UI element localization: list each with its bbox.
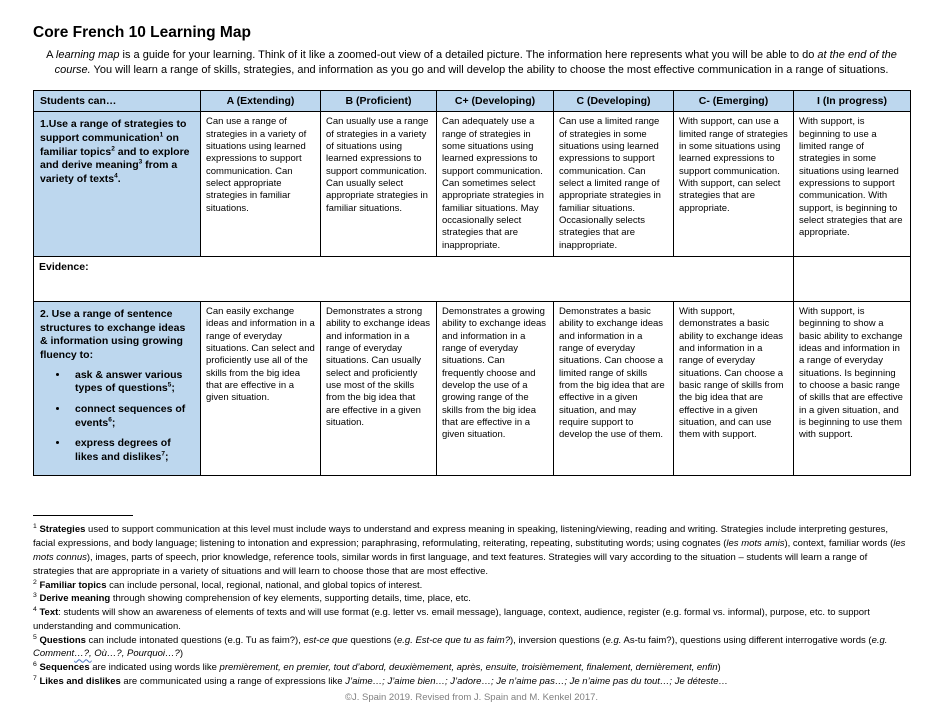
footnote-3-derive-meaning: $^3$ Derive meaning through showing comprehension of key elements, supporting details, time, place, etc. [33, 592, 471, 605]
skill-2-bullet-list [40, 369, 192, 465]
skill-2-grade-a-cell: Can easily exchange ideas and information in a range of everyday situations. Can select and proficiently use all of the skills from the big idea that are effective in a given situation. [201, 302, 321, 476]
skill-2-bullet-likes-dislikes: • express degrees of likes and dislikes$^7$; [69, 437, 192, 464]
skill-2-grade-cplus-cell: Demonstrates a growing ability to exchange ideas and information in a range of everyday situations. Can frequently choose and develop the use of a growing range of the skills from the big idea that are effective in a given situation. [437, 302, 554, 476]
skill-2-description [34, 302, 201, 476]
skill-1-grade-a-cell: Can use a range of strategies in a variety of situations using learned expressions to support communication. Can select appropriate strategies in familiar situations. [201, 112, 321, 257]
skill-1-grade-cminus-cell: With support, can use a limited range of strategies in some situations using learned expressions to support communication. With support, can select strategies that are appropriate. [674, 112, 794, 257]
skill-row-1 [34, 112, 911, 257]
footnote-7-likes-dislikes: $^7$ Likes and dislikes are communicated using a range of expressions like J’aime…; J’aime bien…; J’adore…; Je n’aime pas…; Je n’aime pas du tout…; Je déteste… [33, 674, 729, 687]
evidence-last-column-cell [794, 257, 911, 302]
header-row [34, 91, 911, 112]
intro-paragraph: A learning map is a guide for your learning. Think of it like a zoomed-out view of a detailed picture. The information here represents what you will be able to do at the end of the course. You will learn a range of skills, strategies, and information as you go and will develop the ability to choose the most effective communication in a range of situations. [46, 49, 897, 76]
footnote-5-questions: $^5$ Questions can include intonated questions (e.g. Tu as faim?), est-ce que questions (e.g. Est-ce que tu as faim?), inversion questions (e.g. As-tu faim?), questions using different interrogative words (e.g. Comment…?, Où…?, Pourquoi…?) [33, 633, 888, 660]
skill-1-grade-b-cell: Can usually use a range of strategies in a variety of situations using learned expressions to support communication. Can usually select appropriate strategies in familiar situations. [321, 112, 437, 257]
column-header-b-proficient: B (Proficient) [321, 91, 437, 112]
skill-1-grade-c-cell: Can use a limited range of strategies in some situations using learned expressions to support communication. Can select a limited range of appropriate strategies in familiar situations. Occasionally selects strategies that are inappropriate. [554, 112, 674, 257]
page-title: Core French 10 Learning Map [33, 24, 251, 41]
skill-2-grade-b-cell: Demonstrates a strong ability to exchange ideas and information in a range of everyday situations. Can usually select and proficiently use most of the skills from the big idea that are effective in a given situation. [321, 302, 437, 476]
evidence-row [34, 257, 911, 302]
footnote-2-familiar-topics: $^2$ Familiar topics can include personal, local, regional, national, and global topics of interest. [33, 578, 423, 591]
skill-2-intro: 2. Use a range of sentence structures to exchange ideas & information using growing fluency to: [40, 308, 186, 361]
copyright-credit: ©J. Spain 2019. Revised from J. Spain and M. Kenkel 2017. [344, 691, 599, 703]
column-header-students-can: Students can… [34, 91, 201, 112]
footnote-1-strategies: $^1$ Strategies used to support communication at this level must include ways to understand and express meaning in speaking, listening/viewing, reading and writing. Strategies include interpreting gestures, facial expressions, and body language; listening to intonation and expression; paraphrasing, reformulating, reiterating, repeating, substituting words; using cognates (les mots amis), context, familiar words (les mots connus), images, parts of speech, prior knowledge, reference tools, similar words in first language, and text features. Strategies will vary according to the situation – students will learn a range of strategies that are appropriate in a variety of situations and will learn to choose those that are most effective. [33, 523, 906, 577]
skill-2-grade-i-cell: With support, is beginning to show a basic ability to exchange ideas and information in a range of everyday situations. Is beginning to choose a basic range of skills that are effective in a given situation, and is beginning to use them with support. [794, 302, 911, 476]
skill-2-grade-c-cell: Demonstrates a basic ability to exchange ideas and information in a range of everyday situations. Can choose a limited range of skills from the big idea that are effective in a given situation, and may require support to develop the use of them. [554, 302, 674, 476]
skill-2-grade-cminus-cell: With support, demonstrates a basic ability to exchange ideas and information in a range of everyday situations. Can choose a basic range of skills from the big idea that are effective in a given situation, and can use them with support. [674, 302, 794, 476]
skill-1-grade-i-cell: With support, is beginning to use a limited range of strategies in some situations using learned expressions to support communication. With support, is beginning to select strategies that are appropriate. [794, 112, 911, 257]
footnote-6-sequences: $^6$ Sequences are indicated using words like premièrement, en premier, tout d’abord, deuxièmement, après, ensuite, troisièmement, finalement, dernièrement, enfin) [33, 660, 721, 674]
skill-row-2 [34, 302, 911, 476]
skill-1-description: 1.Use a range of strategies to support communication$^1$ on familiar topics$^2$ and to explore and derive meaning$^3$ from a variety of texts$^4$. [34, 112, 201, 257]
footnote-separator-rule [33, 515, 133, 516]
skill-2-bullet-sequences: • connect sequences of events$^6$; [69, 403, 192, 430]
footnote-4-text: $^4$ Text: students will show an awareness of elements of texts and will use format (e.g. letter vs. email message), language, context, audience, register (e.g. formal vs. informal), purpose, etc. to support understanding and communication. [33, 605, 870, 632]
column-header-cplus-developing: C+ (Developing) [437, 91, 554, 112]
evidence-label: Evidence: [34, 257, 794, 302]
column-header-i-in-progress: I (In progress) [794, 91, 911, 112]
skill-2-bullet-questions: • ask & answer various types of questions$^5$; [69, 369, 192, 396]
learning-map-table [33, 90, 911, 476]
column-header-a-extending: A (Extending) [201, 91, 321, 112]
column-header-c-developing: C (Developing) [554, 91, 674, 112]
skill-1-grade-cplus-cell: Can adequately use a range of strategies in some situations using learned expressions to support communication. Can sometimes select appropriate strategies in familiar situations. May occasionally select strategies that are inappropriate. [437, 112, 554, 257]
column-header-cminus-emerging: C- (Emerging) [674, 91, 794, 112]
footnotes-section [33, 523, 910, 688]
